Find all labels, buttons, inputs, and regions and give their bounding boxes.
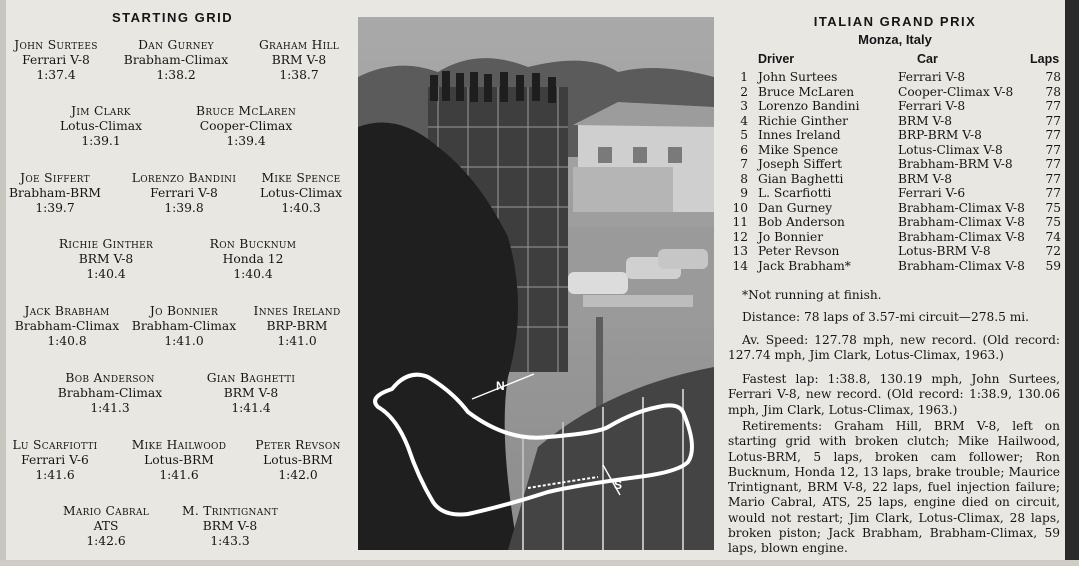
grid-entry <box>183 237 323 282</box>
grid-time: 1:41.6 <box>35 468 75 482</box>
grid-time: 1:41.4 <box>231 401 271 415</box>
row-position: 5 <box>740 128 748 142</box>
grid-driver-name: Graham Hill <box>258 38 340 52</box>
grid-car: Cooper-Climax <box>199 119 293 133</box>
grid-time: 1:39.1 <box>81 134 121 148</box>
row-car: Brabham-Climax V-8 <box>898 229 1025 244</box>
row-laps: 77 <box>1045 171 1061 186</box>
results-row <box>728 157 1063 172</box>
grid-driver-name: Jack Brabham <box>24 304 110 318</box>
row-laps: 77 <box>1045 99 1061 113</box>
grid-driver-name: Mario Cabral <box>62 504 150 518</box>
grid-car: Lotus-BRM <box>144 453 214 467</box>
row-driver: Jo Bonnier <box>758 229 824 244</box>
grid-car: Brabham-Climax <box>57 386 163 400</box>
grid-time: 1:41.6 <box>159 468 199 482</box>
results-row <box>728 259 1063 274</box>
grid-car: Brabham-Climax <box>14 319 120 333</box>
row-position: 13 <box>732 244 748 258</box>
results-row <box>728 244 1063 259</box>
row-position: 7 <box>740 157 748 171</box>
grid-time: 1:38.2 <box>156 68 196 82</box>
grid-car: BRM V-8 <box>78 252 134 266</box>
not-running-footnote: *Not running at finish. <box>742 288 882 302</box>
row-car: BRP-BRM V-8 <box>898 128 982 142</box>
row-driver: L. Scarfiotti <box>758 186 832 200</box>
row-laps: 77 <box>1045 186 1061 200</box>
grid-entry <box>0 438 125 483</box>
grid-driver-name: Lu Scarfiotti <box>12 438 98 452</box>
grid-car: Honda 12 <box>222 252 284 266</box>
grid-car: BRM V-8 <box>271 53 327 67</box>
grid-time: 1:40.4 <box>86 267 126 281</box>
results-row <box>728 230 1063 245</box>
row-position: 10 <box>732 200 748 215</box>
grid-car: Lotus-Climax <box>59 119 143 133</box>
results-row <box>728 215 1063 230</box>
retirements: Retirements: Graham Hill, BRM V-8, left on starting grid with broken clutch; Mike Hailwood, Lotus-BRM, 5 laps, broken cam follower; Ron Bucknum, Honda 12, 13 laps, brake trouble; Maurice Trintignant, BRM V-8, 22 laps, fuel injection failure; Mario Cabral, ATS, 25 laps, engine died on circuit, would not restart; Jim Clark, Lotus-Climax, 28 laps, broken piston; Jack Brabham, Brabham-Climax, 59 laps, blown engine. <box>728 419 1060 556</box>
grid-time: 1:41.3 <box>90 401 130 415</box>
grid-driver-name: Jo Bonnier <box>149 304 219 318</box>
row-car: Brabham-Climax V-8 <box>898 258 1025 273</box>
grid-car: Ferrari V-6 <box>21 453 89 467</box>
grid-driver-name: Jim Clark <box>71 104 131 118</box>
row-laps: 78 <box>1045 84 1061 99</box>
row-car: Ferrari V-8 <box>898 70 966 84</box>
row-driver: Peter Revson <box>758 244 840 258</box>
row-laps: 77 <box>1045 113 1061 128</box>
grid-time: 1:37.4 <box>36 68 76 82</box>
grid-time: 1:40.3 <box>281 201 321 215</box>
results-location: Monza, Italy <box>858 32 932 47</box>
photo-graphic <box>358 17 714 550</box>
row-laps: 59 <box>1045 258 1061 273</box>
grid-time: 1:39.8 <box>164 201 204 215</box>
grid-car: Lotus-BRM <box>263 453 333 467</box>
row-laps: 77 <box>1045 142 1061 157</box>
grid-driver-name: John Surtees <box>14 38 98 52</box>
row-laps: 78 <box>1045 70 1061 84</box>
grid-time: 1:41.0 <box>164 334 204 348</box>
row-car: BRM V-8 <box>898 113 953 128</box>
row-laps: 77 <box>1045 128 1061 142</box>
results-row <box>728 99 1063 114</box>
results-row <box>728 143 1063 158</box>
row-car: Lotus-BRM V-8 <box>898 244 991 258</box>
row-position: 6 <box>740 142 748 157</box>
row-position: 1 <box>740 70 748 84</box>
grid-time: 1:38.7 <box>279 68 319 82</box>
results-row <box>728 128 1063 143</box>
row-position: 11 <box>732 215 748 229</box>
grid-car: Brabham-BRM <box>8 186 102 200</box>
race-distance: Distance: 78 laps of 3.57-mi circuit—278.5 mi. <box>742 310 1030 324</box>
row-driver: Joseph Siffert <box>758 157 843 171</box>
row-driver: Bruce McLaren <box>758 84 855 99</box>
grid-driver-name: Gian Baghetti <box>206 371 296 385</box>
row-driver: Lorenzo Bandini <box>758 99 860 113</box>
row-position: 4 <box>740 113 748 128</box>
grid-driver-name: Richie Ginther <box>58 237 154 251</box>
grid-car: Ferrari V-8 <box>22 53 90 67</box>
row-laps: 72 <box>1045 244 1061 258</box>
results-title: ITALIAN GRAND PRIX <box>813 14 977 29</box>
row-driver: Mike Spence <box>758 142 839 157</box>
header-driver: Driver <box>758 52 795 66</box>
grid-driver-name: M. Trintignant <box>181 504 279 518</box>
row-car: Brabham-BRM V-8 <box>898 157 1013 171</box>
south-marker: S <box>614 478 623 492</box>
grid-entry <box>176 104 316 149</box>
row-car: Ferrari V-8 <box>898 99 966 113</box>
header-car: Car <box>917 52 938 66</box>
row-car: Brabham-Climax V-8 <box>898 200 1025 215</box>
monza-grandstand-photo <box>358 17 714 550</box>
row-car: Cooper-Climax V-8 <box>898 84 1014 99</box>
row-driver: Bob Anderson <box>758 215 845 229</box>
results-row <box>728 201 1063 216</box>
grid-entry <box>36 237 176 282</box>
row-position: 9 <box>740 186 748 200</box>
grid-car: BRP-BRM <box>266 319 328 333</box>
north-marker: N <box>496 379 505 393</box>
row-laps: 75 <box>1045 200 1061 215</box>
row-position: 8 <box>740 171 748 186</box>
row-laps: 74 <box>1045 229 1061 244</box>
row-position: 14 <box>732 258 748 273</box>
grid-time: 1:42.0 <box>278 468 318 482</box>
results-row <box>728 70 1063 85</box>
row-driver: Gian Baghetti <box>758 171 844 186</box>
grid-driver-name: Mike Hailwood <box>131 438 227 452</box>
grid-entry <box>36 504 176 549</box>
grid-car: BRM V-8 <box>202 519 258 533</box>
row-driver: Innes Ireland <box>758 128 841 142</box>
row-car: Lotus-Climax V-8 <box>898 142 1003 157</box>
grid-car: Brabham-Climax <box>123 53 229 67</box>
grid-driver-name: Bob Anderson <box>65 371 155 385</box>
row-car: Ferrari V-6 <box>898 186 966 200</box>
grid-driver-name: Peter Revson <box>255 438 341 452</box>
grid-entry <box>228 438 368 483</box>
grid-driver-name: Bruce McLaren <box>195 104 297 118</box>
results-row <box>728 172 1063 187</box>
grid-time: 1:41.0 <box>277 334 317 348</box>
grid-driver-name: Mike Spence <box>261 171 341 185</box>
grid-entry <box>31 104 171 149</box>
row-driver: Jack Brabham* <box>758 258 851 273</box>
row-driver: John Surtees <box>758 70 838 84</box>
grid-time: 1:42.6 <box>86 534 126 548</box>
row-laps: 77 <box>1045 157 1061 171</box>
grid-entry <box>106 38 246 83</box>
average-speed: Av. Speed: 127.78 mph, new record. (Old record: 127.74 mph, Jim Clark, Lotus-Climax, 1963.) <box>728 333 1060 363</box>
grid-car: BRM V-8 <box>223 386 279 400</box>
row-driver: Dan Gurney <box>758 200 833 215</box>
row-car: Brabham-Climax V-8 <box>898 215 1025 229</box>
grid-time: 1:43.3 <box>210 534 250 548</box>
results-row <box>728 114 1063 129</box>
row-driver: Richie Ginther <box>758 113 849 128</box>
grid-car: ATS <box>93 519 119 533</box>
grid-time: 1:40.8 <box>47 334 87 348</box>
grid-driver-name: Dan Gurney <box>138 38 214 52</box>
grid-entry <box>229 38 369 83</box>
grid-entry <box>227 304 367 349</box>
starting-grid-title: STARTING GRID <box>112 10 234 25</box>
grid-car: Ferrari V-8 <box>150 186 218 200</box>
grid-time: 1:40.4 <box>233 267 273 281</box>
grid-entry <box>0 171 125 216</box>
grid-driver-name: Innes Ireland <box>253 304 341 318</box>
row-position: 3 <box>740 99 748 113</box>
grid-car: Lotus-Climax <box>259 186 343 200</box>
grid-time: 1:39.4 <box>226 134 266 148</box>
results-row <box>728 85 1063 100</box>
page-bottom-edge <box>0 560 1079 566</box>
grid-entry <box>181 371 321 416</box>
grid-driver-name: Lorenzo Bandini <box>131 171 237 185</box>
header-laps: Laps <box>1030 52 1060 66</box>
row-car: BRM V-8 <box>898 171 953 186</box>
fastest-lap: Fastest lap: 1:38.8, 130.19 mph, John Surtees, Ferrari V-8, new record. (Old record: 1:38.9, 130.06 mph, Jim Clark, Lotus-Climax, 1963.) <box>728 372 1060 417</box>
grid-driver-name: Ron Bucknum <box>209 237 297 251</box>
grid-entry <box>231 171 371 216</box>
row-position: 12 <box>732 229 748 244</box>
row-laps: 75 <box>1045 215 1061 229</box>
grid-time: 1:39.7 <box>35 201 75 215</box>
results-row <box>728 186 1063 201</box>
page-right-edge <box>1065 0 1079 566</box>
row-position: 2 <box>740 84 748 99</box>
grid-car: Brabham-Climax <box>131 319 237 333</box>
grid-entry <box>40 371 180 416</box>
grid-entry <box>160 504 300 549</box>
grid-driver-name: Joe Siffert <box>20 171 90 185</box>
